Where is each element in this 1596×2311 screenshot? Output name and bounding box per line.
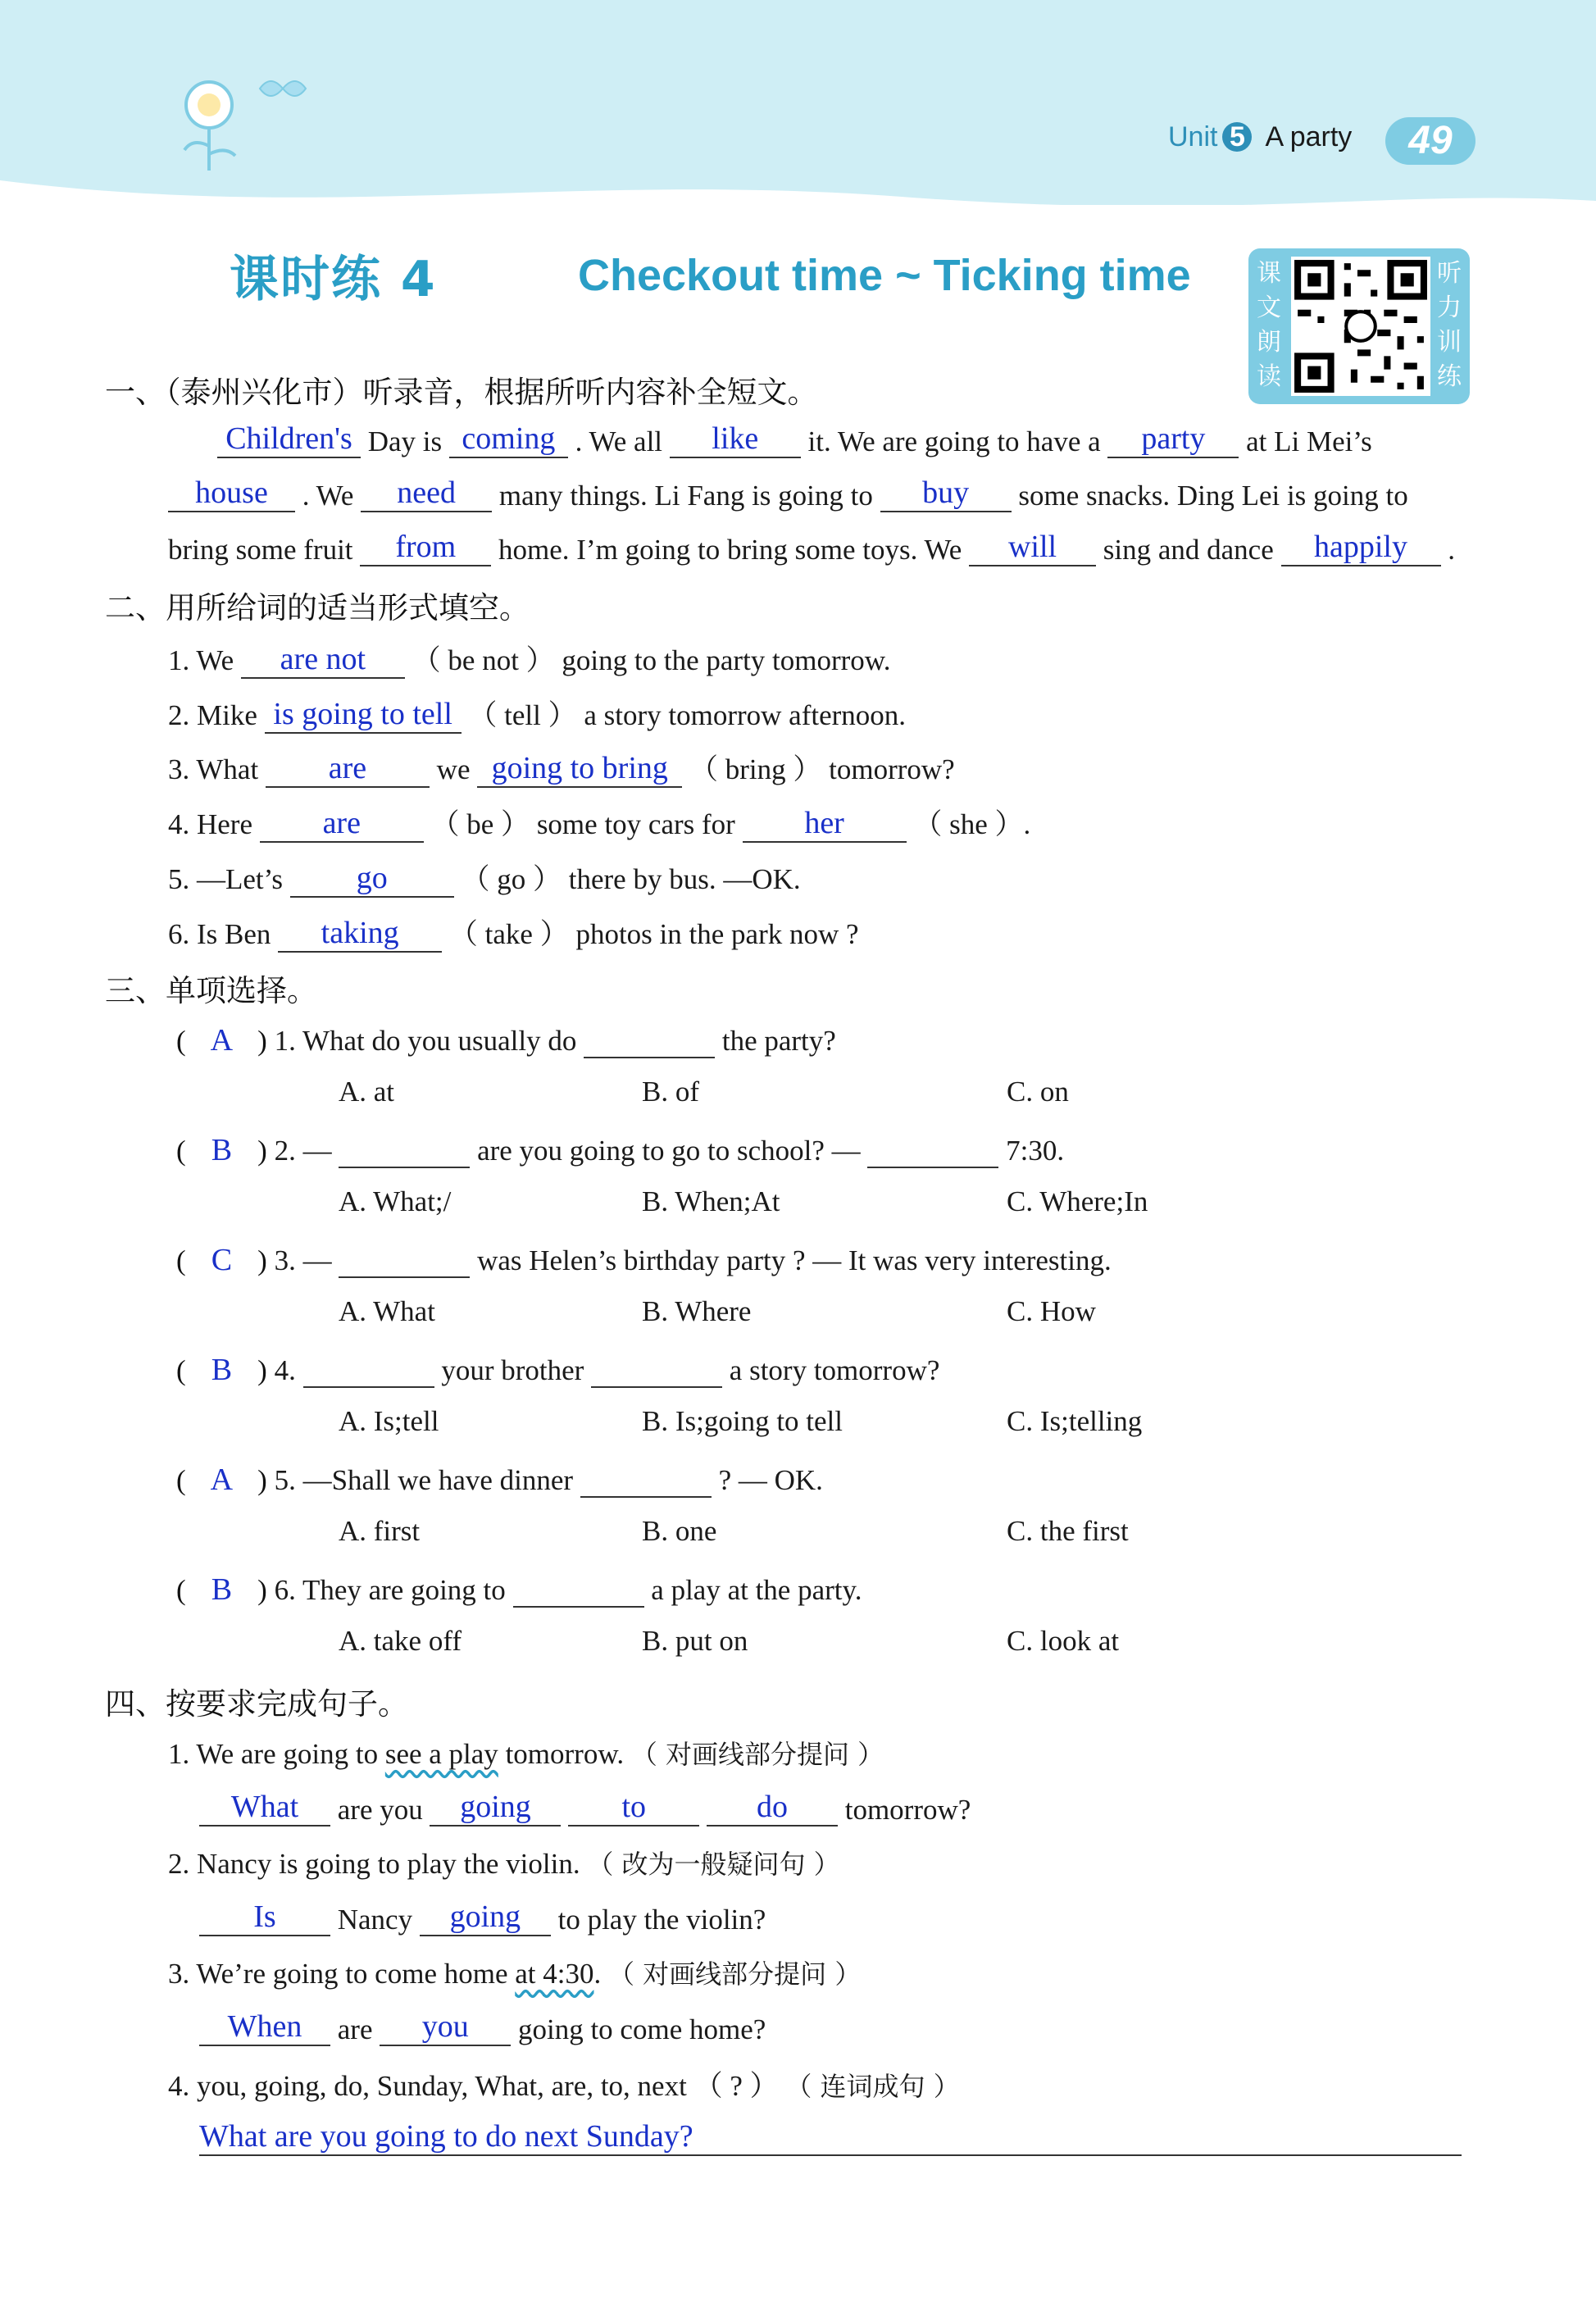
hint: （ she ）. [913, 808, 1031, 840]
instruction: （ 对画线部分提问 ） [630, 1739, 884, 1770]
answer: to [621, 1790, 647, 1824]
text: a play at the party. [651, 1574, 862, 1606]
item-number: 6. [274, 1574, 296, 1606]
choice-answer: B [211, 1353, 233, 1387]
section3-heading: 三、单项选择。 [105, 973, 317, 1008]
s4-q4 [168, 2063, 960, 2104]
blank[interactable] [361, 475, 492, 512]
option[interactable]: B. Is;going to tell [642, 1405, 843, 1437]
unit-word: Unit [1168, 121, 1218, 152]
item-number: 4. [168, 2070, 190, 2102]
answer: like [712, 421, 759, 456]
text: . [593, 1958, 602, 1990]
text: ? — OK. [718, 1464, 823, 1496]
item-number: 5. [274, 1464, 296, 1496]
lesson-title-en: Checkout time ~ Ticking time [578, 251, 1191, 300]
answer: When [227, 2009, 302, 2044]
blank[interactable] [449, 421, 568, 458]
blank[interactable] [591, 1350, 722, 1388]
answer: go [356, 861, 388, 895]
item-number: 3. [168, 1958, 190, 1990]
s1-line1 [217, 421, 1372, 458]
blank[interactable] [217, 421, 361, 458]
section2-heading: 二、用所给词的适当形式填空。 [105, 590, 530, 626]
qr-label-right [1432, 257, 1466, 394]
choice-answer: B [211, 1572, 233, 1607]
s4-q1 [168, 1734, 884, 1772]
text: at Li Mei’s [1246, 425, 1372, 457]
blank[interactable] [339, 1130, 470, 1168]
text: — [302, 1244, 332, 1276]
blank[interactable] [580, 1460, 712, 1498]
s4-q3 [168, 1954, 861, 1991]
s3-q5: ( A ) 5. —Shall we have dinner ? — OK. [176, 1460, 823, 1498]
blank[interactable] [1281, 529, 1441, 566]
option[interactable]: C. on [1007, 1076, 1069, 1108]
answer: What are you going to do next Sunday? [199, 2119, 693, 2154]
blank[interactable] [266, 750, 430, 788]
text: We [196, 644, 234, 676]
item-number: 1. [274, 1025, 296, 1057]
text: there by bus. —OK. [568, 863, 801, 895]
s3-q3: ( C ) 3. — was Helen’s birthday party ? — It was very interesting. [176, 1240, 1112, 1278]
answer: Children's [225, 421, 352, 456]
s2-item5 [168, 857, 801, 898]
answer: you [421, 2009, 469, 2044]
text: We are going to [196, 1738, 379, 1770]
item-number: 3. [274, 1244, 296, 1276]
item-number: 6. [168, 918, 190, 950]
text: are you going to go to school? — [477, 1135, 861, 1167]
text: —Let’s [197, 863, 283, 895]
answer: going [449, 1899, 521, 1934]
blank[interactable] [360, 529, 491, 566]
blank[interactable] [880, 475, 1012, 512]
blank[interactable] [278, 915, 442, 953]
item-number: 1. [168, 644, 190, 676]
text: tomorrow. [505, 1738, 625, 1770]
s3-q1: ( A ) 1. What do you usually do the party? [176, 1021, 836, 1058]
text: —Shall we have dinner [302, 1464, 574, 1496]
text: Day is [367, 425, 443, 457]
text: Nancy is going to play the violin. [197, 1848, 580, 1880]
answer: going to bring [491, 751, 668, 785]
item-number: 2. [168, 1848, 190, 1880]
blank[interactable] [707, 1789, 838, 1827]
blank[interactable] [168, 475, 295, 512]
answer: buy [922, 475, 970, 510]
answer: taking [321, 916, 399, 950]
answer: is going to tell [273, 697, 452, 731]
blank[interactable] [199, 2008, 330, 2046]
blank[interactable] [513, 1570, 644, 1608]
text: to play the violin? [557, 1904, 766, 1936]
text: . We all [575, 425, 663, 457]
item-number: 3. [168, 753, 190, 785]
page-number: 49 [1385, 117, 1476, 165]
blank[interactable] [265, 696, 462, 734]
s4-q1-answer [199, 1789, 971, 1827]
section1-heading: 一、（泰州兴化市）听录音，根据所听内容补全短文。 [105, 375, 818, 410]
text: photos in the park now ? [575, 918, 859, 950]
item-number: 1. [168, 1738, 190, 1770]
answer: are [322, 806, 361, 840]
hint: （ bring ） [689, 753, 822, 785]
blank[interactable] [290, 860, 454, 898]
hint: （ be ） [430, 808, 530, 840]
blank[interactable] [568, 1789, 699, 1827]
s3-q4: ( B ) 4. your brother a story tomorrow? [176, 1350, 939, 1388]
option[interactable]: C. Is;telling [1007, 1405, 1143, 1437]
qr-char: 朗 [1257, 328, 1281, 357]
text: a story tomorrow afternoon. [584, 699, 907, 731]
option[interactable]: A. at [339, 1076, 395, 1108]
hint: （ tell ） [468, 699, 577, 731]
qr-char: 练 [1437, 362, 1462, 391]
s1-line3 [168, 529, 1455, 566]
blank[interactable] [199, 2118, 1462, 2156]
option[interactable]: B. one [642, 1515, 717, 1547]
qr-char: 文 [1257, 293, 1281, 322]
qr-code-icon[interactable] [1291, 257, 1430, 396]
blank[interactable] [260, 805, 424, 843]
s3-q6: ( B ) 6. They are going to a play at the party. [176, 1570, 862, 1608]
item-number: 4. [168, 808, 190, 840]
item-number: 2. [274, 1135, 296, 1167]
qr-char: 力 [1437, 293, 1462, 322]
choice-answer: C [211, 1243, 233, 1277]
answer: going [460, 1790, 531, 1824]
instruction: （ 连词成句 ） [785, 2071, 960, 2102]
instruction: （ 改为一般疑问句 ） [587, 1849, 840, 1880]
answer: party [1141, 421, 1206, 456]
unit-number: 5 [1222, 122, 1252, 152]
lesson-title-cn: 课时练 4 [230, 251, 437, 308]
text: — [302, 1135, 332, 1167]
item-number: 5. [168, 863, 190, 895]
qr-char: 读 [1257, 362, 1281, 391]
text: sing and dance [1103, 534, 1274, 566]
blank[interactable] [477, 750, 682, 788]
text: Mike [197, 699, 257, 731]
qr-char: 训 [1437, 328, 1462, 357]
text: many things. Li Fang is going to [498, 480, 873, 512]
text: They are going to [302, 1574, 506, 1606]
text: going to come home? [517, 2013, 766, 2045]
text: are you [337, 1794, 423, 1826]
text: going to the party tomorrow. [562, 644, 891, 676]
option[interactable]: A. take off [339, 1625, 462, 1657]
blank[interactable] [867, 1130, 998, 1168]
qr-code-panel[interactable] [1248, 248, 1470, 404]
option[interactable]: B. put on [642, 1625, 748, 1657]
choice-answer: A [210, 1463, 234, 1497]
s2-item1 [168, 638, 891, 679]
text: . We [302, 480, 354, 512]
blank[interactable] [430, 1789, 561, 1827]
text: are [337, 2013, 373, 2045]
text: What [196, 753, 259, 785]
option[interactable]: C. Where;In [1007, 1185, 1148, 1217]
blank[interactable] [420, 1899, 551, 1936]
s2-item4 [168, 802, 1030, 843]
option[interactable]: B. of [642, 1076, 699, 1108]
section4-heading: 四、按要求完成句子。 [105, 1686, 408, 1722]
blank[interactable] [199, 1899, 330, 1936]
blank[interactable] [199, 1789, 330, 1827]
blank[interactable] [303, 1350, 434, 1388]
option[interactable]: A. What [339, 1295, 435, 1327]
answer: are [328, 751, 367, 785]
answer: will [1007, 530, 1057, 564]
answer: What [230, 1790, 299, 1824]
sunflower-decoration-icon [160, 64, 324, 179]
option[interactable]: B. When;At [642, 1185, 780, 1217]
text: some toy cars for [536, 808, 735, 840]
text: What do you usually do [302, 1025, 577, 1057]
s4-q3-answer [199, 2008, 766, 2046]
blank[interactable] [969, 529, 1096, 566]
s4-q4-answer [199, 2118, 1462, 2156]
hint: （ go ） [461, 863, 562, 895]
qr-label-left [1252, 257, 1286, 394]
s4-q2 [168, 1844, 840, 1881]
choice-answer: B [211, 1133, 233, 1167]
text: . [1448, 534, 1455, 566]
unit-label [1168, 121, 1352, 153]
text: tomorrow? [829, 753, 955, 785]
text: the party? [721, 1025, 836, 1057]
option[interactable]: C. the first [1007, 1515, 1129, 1547]
instruction: （ 对画线部分提问 ） [607, 1958, 862, 1990]
text: We’re going to come home [196, 1958, 508, 1990]
option[interactable]: A. first [339, 1515, 421, 1547]
s3-q2: ( B ) 2. — are you going to go to school? — 7:30. [176, 1130, 1064, 1168]
blank[interactable] [339, 1240, 470, 1278]
answer: are not [280, 642, 366, 676]
answer: need [397, 475, 456, 510]
option[interactable]: A. What;/ [339, 1185, 452, 1217]
blank[interactable] [380, 2008, 511, 2046]
text: some snacks. Ding Lei is going to [1018, 480, 1408, 512]
qr-char: 课 [1257, 259, 1281, 288]
answer: house [195, 475, 268, 510]
text: was Helen’s birthday party ? — It was very interesting. [477, 1244, 1112, 1276]
option[interactable]: A. Is;tell [339, 1405, 439, 1437]
choice-answer: A [210, 1023, 234, 1058]
text: it. We are going to have a [807, 425, 1101, 457]
text: Is Ben [197, 918, 271, 950]
s1-line2 [168, 475, 1408, 512]
s2-item6 [168, 912, 859, 953]
underlined-phrase: at 4:30 [515, 1958, 594, 1990]
s2-item2 [168, 693, 906, 734]
text: home. I’m going to bring some toys. We [498, 534, 962, 566]
hint: （ be not ） [412, 644, 555, 676]
text: we [436, 753, 471, 785]
answer: her [804, 806, 844, 840]
answer: from [395, 530, 457, 564]
answer: Is [253, 1899, 276, 1934]
item-number: 2. [168, 699, 190, 731]
text: bring some fruit [168, 534, 353, 566]
option[interactable]: C. look at [1007, 1625, 1120, 1657]
blank[interactable] [743, 805, 907, 843]
blank[interactable] [1107, 421, 1239, 458]
text: your brother [441, 1354, 584, 1386]
item-number: 4. [274, 1354, 296, 1386]
answer: coming [462, 421, 556, 456]
text: tomorrow? [844, 1794, 971, 1826]
option[interactable]: C. How [1007, 1295, 1096, 1327]
text: 7:30. [1006, 1135, 1065, 1167]
text: you, going, do, Sunday, What, are, to, next （ ? ） [197, 2070, 779, 2102]
lesson-title [230, 234, 1295, 316]
option[interactable]: B. Where [642, 1295, 752, 1327]
blank[interactable] [584, 1021, 715, 1058]
s2-item3 [168, 747, 955, 788]
answer: happily [1314, 530, 1407, 564]
text: Nancy [337, 1904, 413, 1936]
text: a story tomorrow? [729, 1354, 940, 1386]
qr-char: 听 [1437, 259, 1462, 288]
s4-q2-answer [199, 1899, 766, 1936]
unit-title: A party [1265, 121, 1353, 152]
underlined-phrase: see a play [384, 1738, 498, 1770]
answer: do [756, 1790, 788, 1824]
text: Here [197, 808, 253, 840]
hint: （ take ） [448, 918, 569, 950]
blank[interactable] [241, 641, 405, 679]
blank[interactable] [670, 421, 801, 458]
